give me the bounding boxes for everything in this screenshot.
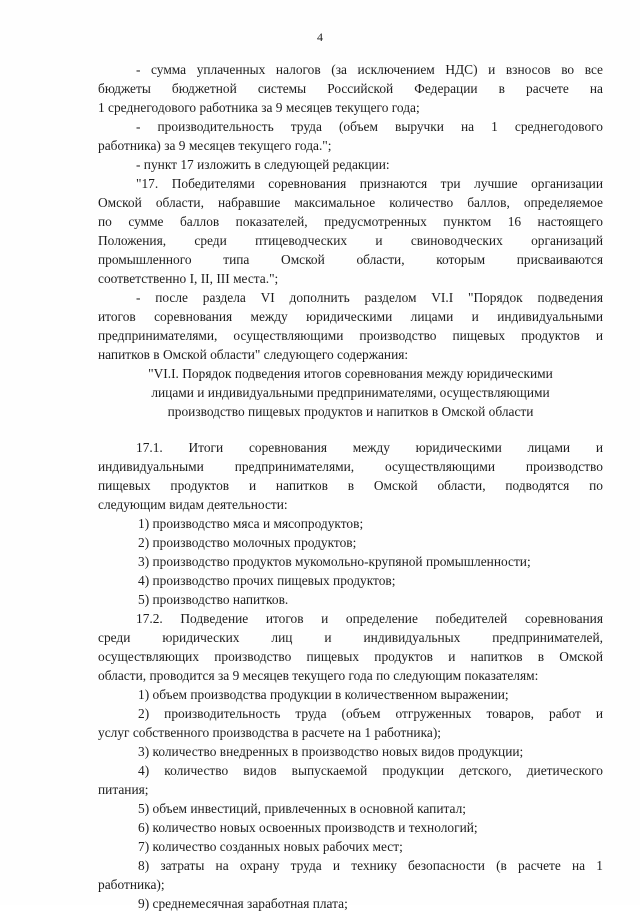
text-line: 5) производство напитков.	[138, 592, 289, 607]
text-line: осуществляющих производство пищевых продуктов и напитков в Омской	[98, 649, 603, 664]
text-line: соответственно I, II, III места.";	[98, 271, 279, 286]
text-line: 3) производство продуктов мукомольно-крупяной промышленности;	[138, 554, 531, 569]
text-line: предпринимателями, осуществляющими производство пищевых продуктов и	[98, 328, 603, 343]
text-line: 4) производство прочих пищевых продуктов;	[138, 573, 396, 588]
text-line: 1 среднегодового работника за 9 месяцев текущего года;	[98, 100, 420, 115]
text-line: 17.1. Итоги соревнования между юридическими лицами и	[136, 440, 603, 455]
text-line: работника);	[98, 877, 165, 892]
text-line: "17. Победителями соревнования признаются три лучшие организации	[136, 176, 603, 191]
text-line: 7) количество созданных новых рабочих мест;	[138, 839, 403, 854]
text-line: бюджеты бюджетной системы Российской Федерации в расчете на	[98, 81, 603, 96]
text-line: работника) за 9 месяцев текущего года.";	[98, 138, 332, 153]
text-line: по сумме баллов показателей, предусмотренных пунктом 16 настоящего	[98, 214, 603, 229]
text-line: напитков в Омской области" следующего содержания:	[98, 347, 409, 362]
text-line: услуг собственного производства в расчете на 1 работника);	[98, 725, 442, 740]
text-line: Положения, среди птицеводческих и свиноводческих организаций	[98, 233, 603, 248]
text-line: 6) количество новых освоенных производств и технологий;	[138, 820, 478, 835]
document-body	[98, 60, 603, 913]
section-heading-line: "VI.I. Порядок подведения итогов соревнования между юридическими	[148, 366, 553, 381]
text-line: 4) количество видов выпускаемой продукции детского, диетического	[138, 763, 603, 778]
text-line: 5) объем инвестиций, привлеченных в основной капитал;	[138, 801, 466, 816]
text-line: области, проводится за 9 месяцев текущего года по следующим показателям:	[98, 668, 539, 683]
text-line: Омской области, набравшие максимальное количество баллов, определяемое	[98, 195, 603, 210]
section-heading-line: производство пищевых продуктов и напитков в Омской области	[167, 404, 534, 419]
text-line: 1) производство мяса и мясопродуктов;	[138, 516, 364, 531]
text-line: следующим видам деятельности:	[98, 497, 288, 512]
text-line: среди юридических лиц и индивидуальных предпринимателей,	[98, 630, 603, 645]
text-line: 2) производство молочных продуктов;	[138, 535, 357, 550]
text-line: промышленного типа Омской области, которым присваиваются	[98, 252, 603, 267]
text-line: - пункт 17 изложить в следующей редакции:	[136, 157, 390, 172]
text-line: 17.2. Подведение итогов и определение победителей соревнования	[136, 611, 603, 626]
text-line: - производительность труда (объем выручки на 1 среднегодового	[136, 119, 603, 134]
text-line: итогов соревнования между юридическими лицами и индивидуальными	[98, 309, 603, 324]
paragraph-gap	[98, 421, 603, 438]
text-line: пищевых продуктов и напитков в Омской области, подводятся по	[98, 478, 603, 493]
text-line: 1) объем производства продукции в количественном выражении;	[138, 687, 509, 702]
page-number: 4	[317, 30, 323, 44]
text-line: индивидуальными предпринимателями, осуществляющими производство	[98, 459, 603, 474]
text-line: 8) затраты на охрану труда и технику безопасности (в расчете на 1	[138, 858, 603, 873]
text-line: - после раздела VI дополнить разделом VI.I "Порядок подведения	[136, 290, 603, 305]
text-line: 9) среднемесячная заработная плата;	[138, 896, 348, 911]
text-line: - сумма уплаченных налогов (за исключением НДС) и взносов во все	[136, 62, 603, 77]
text-line: 3) количество внедренных в производство новых видов продукции;	[138, 744, 524, 759]
text-line: питания;	[98, 782, 149, 797]
section-heading-line: лицами и индивидуальными предпринимателями, осуществляющими	[151, 385, 550, 400]
text-line: 2) производительность труда (объем отгруженных товаров, работ и	[138, 706, 603, 721]
